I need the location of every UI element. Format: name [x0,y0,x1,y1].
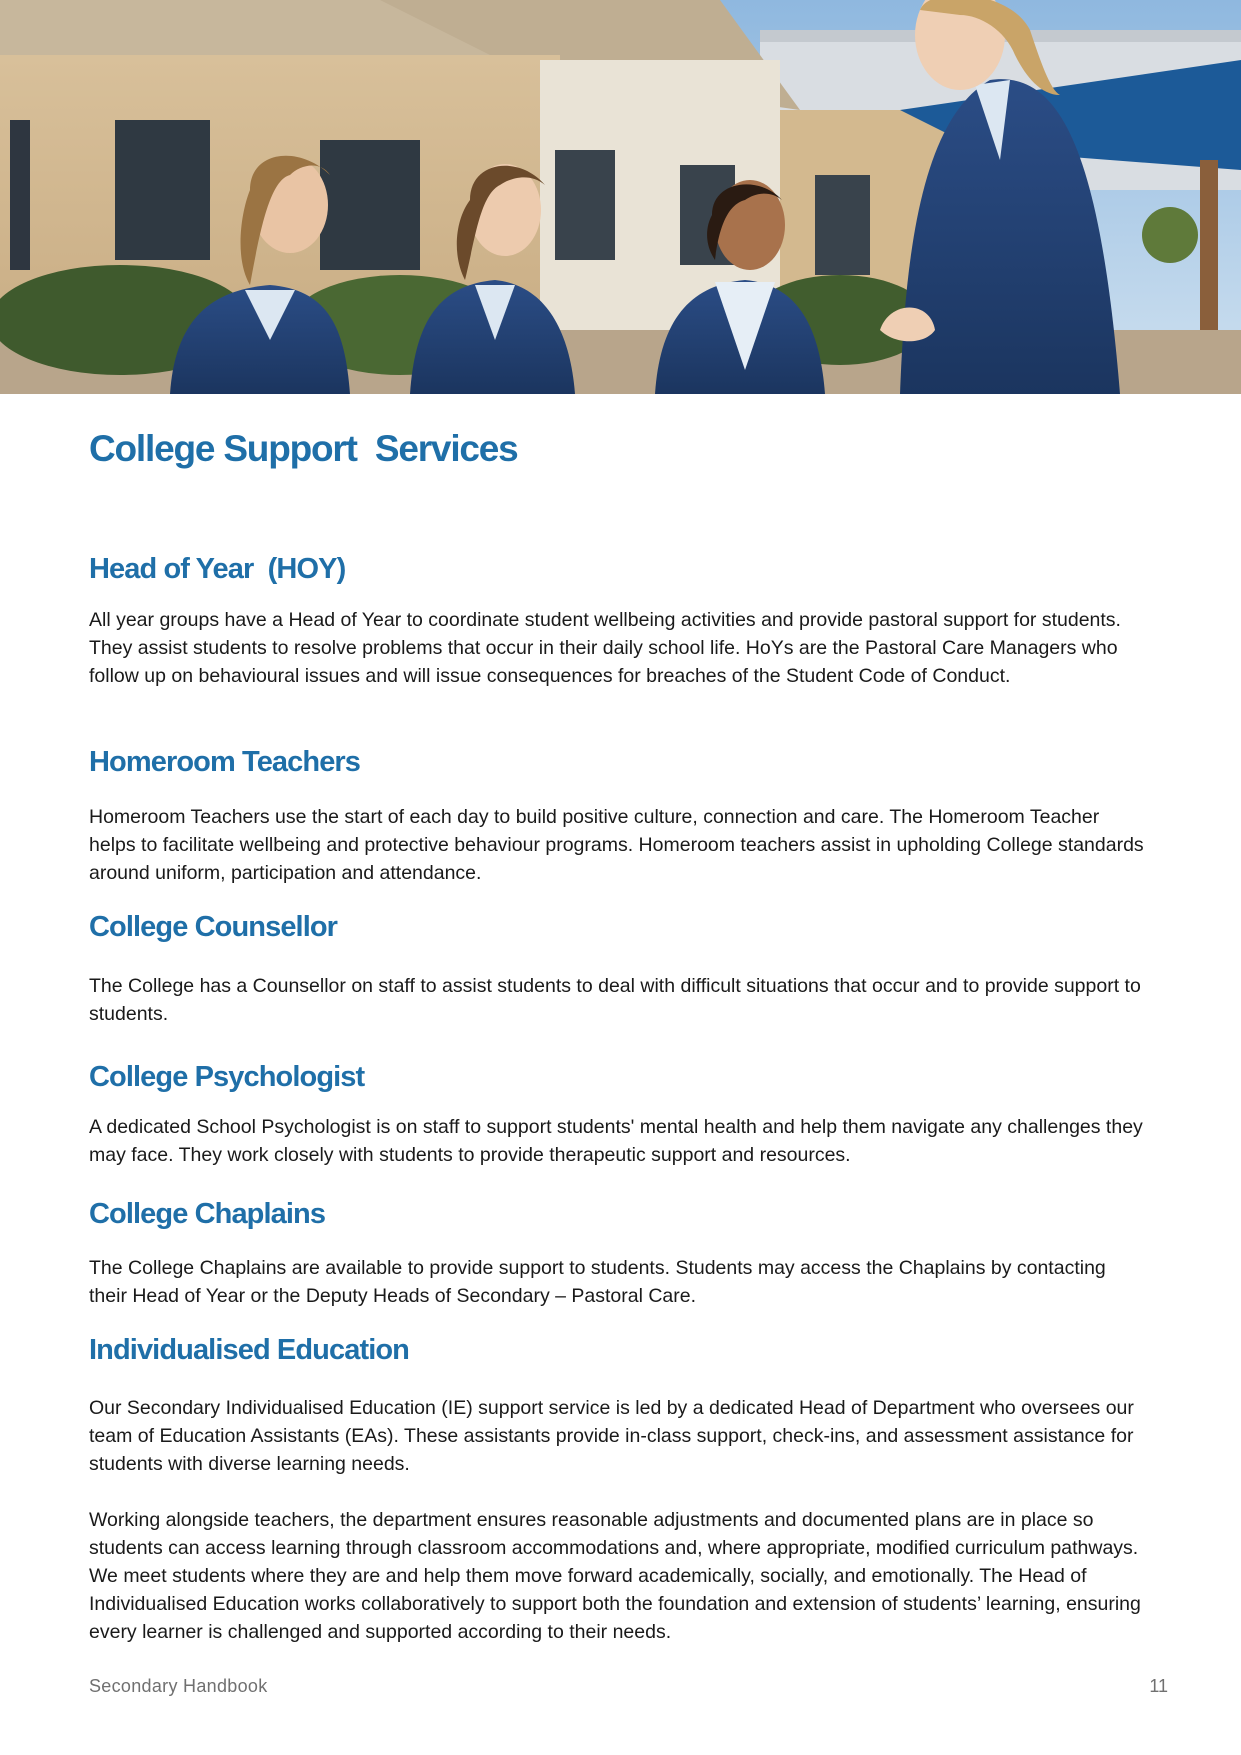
page-title: College Support Services [89,428,518,469]
section-heading-individualised-education: Individualised Education [89,1334,409,1366]
section-paragraph-individualised-education-1: Our Secondary Individualised Education (IE) support service is led by a dedicated Head of Department who oversees our team of Education Assistants (EAs). These assistants provide in-class support, check-ins, and assessment assistance for students with diverse learning needs. [89,1397,1134,1475]
section-heading-homeroom-teachers: Homeroom Teachers [89,746,361,778]
section-heading-college-counsellor: College Counsellor [89,911,338,943]
section-heading-head-of-year: Head of Year (HOY) [89,553,346,585]
hero-photo [0,0,1241,394]
section-paragraph-college-counsellor: The College has a Counsellor on staff to assist students to deal with difficult situations that occur and to provide support to students. [89,975,1141,1025]
section-heading-college-psychologist: College Psychologist [89,1061,365,1093]
section-paragraph-college-chaplains: The College Chaplains are available to provide support to students. Students may access the Chaplains by contacting their Head of Year or the Deputy Heads of Secondary – Pastoral Care. [89,1257,1106,1307]
section-paragraph-individualised-education-2: Working alongside teachers, the department ensures reasonable adjustments and documented plans are in place so students can access learning through classroom accommodations and, where appropriate, modified curriculum pathways. We meet students where they are and help them move forward academically, socially, and emotionally. The Head of Individualised Education works collaboratively to support both the foundation and extension of students’ learning, ensuring every learner is challenged and supported according to their needs. [89,1509,1141,1643]
section-paragraph-college-psychologist: A dedicated School Psychologist is on staff to support students' mental health and help them navigate any challenges they may face. They work closely with students to provide therapeutic support and resources. [89,1116,1143,1166]
footer-handbook-title: Secondary Handbook [89,1676,268,1696]
section-paragraph-homeroom-teachers: Homeroom Teachers use the start of each day to build positive culture, connection and care. The Homeroom Teacher helps to facilitate wellbeing and protective behaviour programs. Homeroom teachers assist in upholding College standards around uniform, participation and attendance. [89,806,1144,884]
section-paragraph-head-of-year: All year groups have a Head of Year to coordinate student wellbeing activities and provide pastoral support for students. They assist students to resolve problems that occur in their daily school life. HoYs are the Pastoral Care Managers who follow up on behavioural issues and will issue consequences for breaches of the Student Code of Conduct. [89,609,1121,687]
page-number: 11 [1149,1676,1168,1696]
students-photo-icon [0,0,1241,394]
section-heading-college-chaplains: College Chaplains [89,1198,326,1230]
